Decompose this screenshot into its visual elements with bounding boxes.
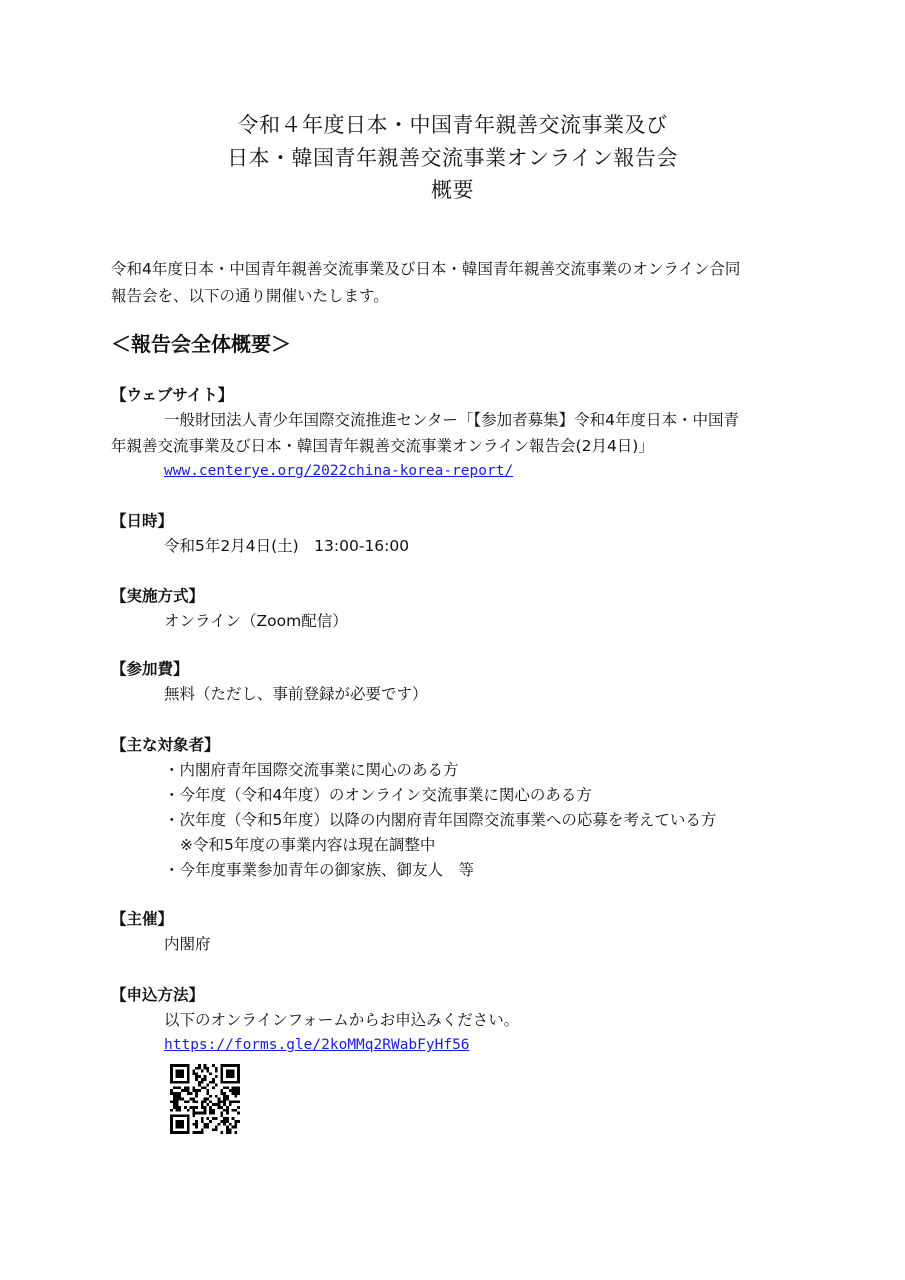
document-title-line-3: 概要 xyxy=(431,178,474,202)
intro-line-1: 令和4年度日本・中国青年親善交流事業及び日本・韓国青年親善交流事業のオンライン合同 xyxy=(111,260,741,278)
audience-item: ・次年度（令和5年度）以降の内閣府青年国際交流事業への応募を考えている方 xyxy=(164,811,717,829)
intro-line-2: 報告会を、以下の通り開催いたします。 xyxy=(111,287,389,305)
audience-item: ・今年度事業参加青年の御家族、御友人 等 xyxy=(164,861,475,879)
application-form-link[interactable]: https://forms.gle/2koMMq2RWabFyHf56 xyxy=(164,1037,470,1053)
overview-heading: ＜報告会全体概要＞ xyxy=(111,332,291,356)
website-label: 【ウェブサイト】 xyxy=(111,386,234,404)
audience-item: ・内閣府青年国際交流事業に関心のある方 xyxy=(164,761,459,779)
organizer-label: 【主催】 xyxy=(111,910,174,928)
application-instructions: 以下のオンラインフォームからお申込みください。 xyxy=(164,1011,520,1029)
audience-label: 【主な対象者】 xyxy=(111,736,220,754)
website-description-line-2: 年親善交流事業及び日本・韓国青年親善交流事業オンライン報告会(2月4日)」 xyxy=(111,437,654,455)
fee-label: 【参加費】 xyxy=(111,660,189,678)
method-label: 【実施方式】 xyxy=(111,587,205,605)
application-label: 【申込方法】 xyxy=(111,986,205,1004)
datetime-value: 令和5年2月4日(土) 13:00-16:00 xyxy=(164,537,410,555)
document-title-line-1: 令和４年度日本・中国青年親善交流事業及び xyxy=(237,113,668,137)
datetime-label: 【日時】 xyxy=(111,512,174,530)
audience-item: ・今年度（令和4年度）のオンライン交流事業に関心のある方 xyxy=(164,786,592,804)
document-title-line-2: 日本・韓国青年親善交流事業オンライン報告会 xyxy=(227,146,678,170)
audience-note: ※令和5年度の事業内容は現在調整中 xyxy=(180,836,436,854)
organizer-value: 内閣府 xyxy=(164,935,211,953)
website-link[interactable]: www.centerye.org/2022china-korea-report/ xyxy=(164,463,514,479)
method-value: オンライン（Zoom配信） xyxy=(164,612,348,630)
fee-value: 無料（ただし、事前登録が必要です） xyxy=(164,685,428,703)
intro-paragraph xyxy=(111,256,811,310)
qr-code-icon[interactable] xyxy=(170,1064,240,1134)
website-description-line-1: 一般財団法人青少年国際交流推進センター「【参加者募集】令和4年度日本・中国青 xyxy=(164,411,739,429)
